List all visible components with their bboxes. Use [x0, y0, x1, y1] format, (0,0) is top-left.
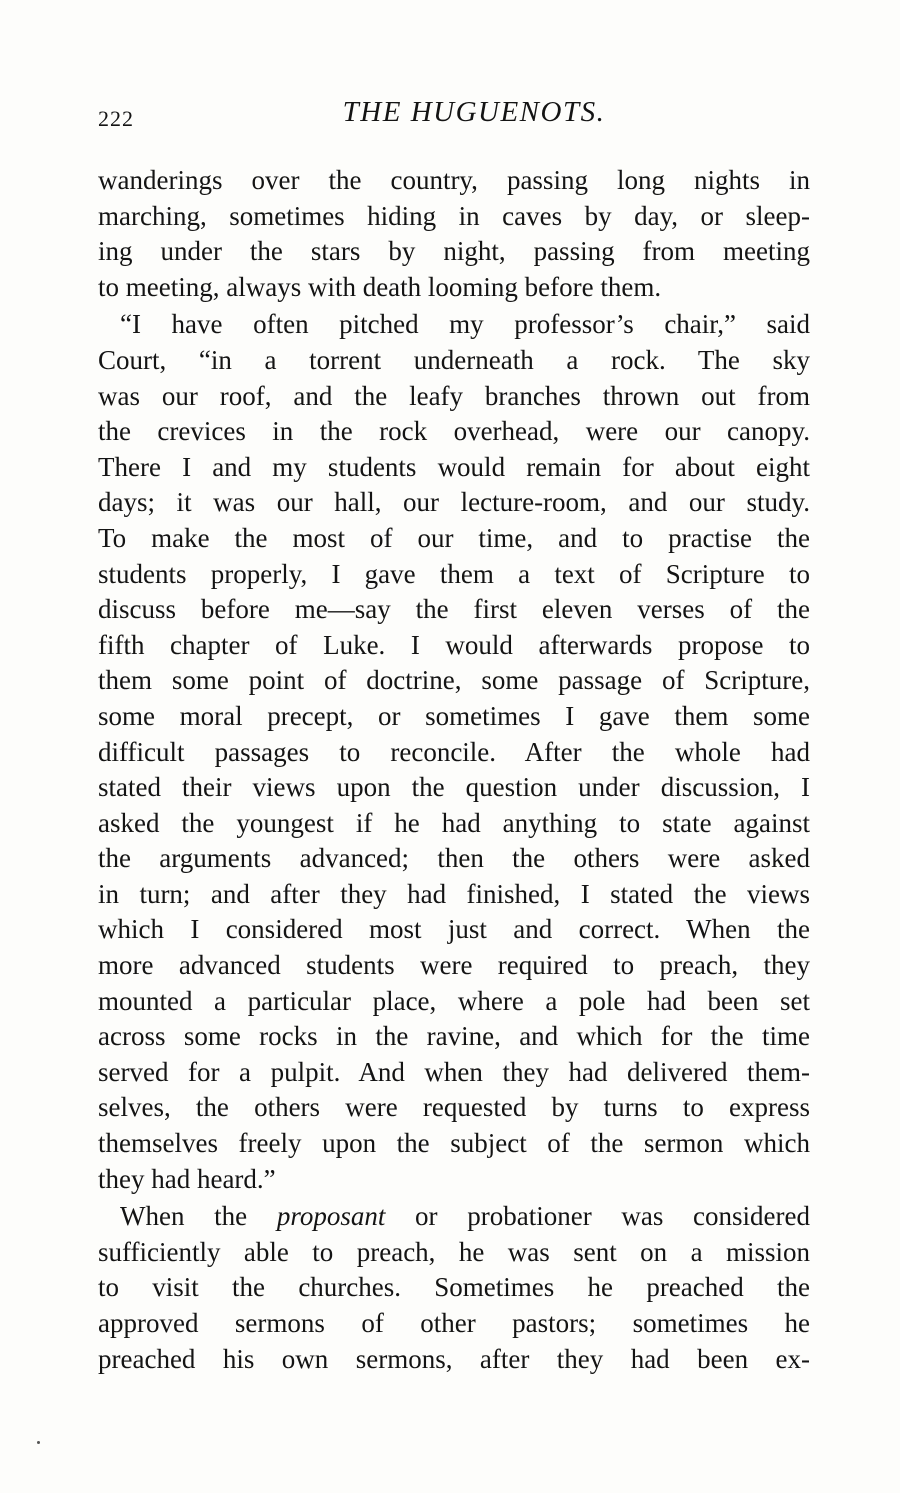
text-line: When the proposant or probationer was considered [120, 1201, 811, 1232]
text-line: they had heard.” [98, 1163, 276, 1194]
text-line: stated their views upon the question under discussion, I [98, 772, 810, 803]
page-number: 222 [98, 106, 134, 131]
text-line: marching, sometimes hiding in caves by day, or sleep- [98, 200, 810, 231]
text-line: which I considered most just and correct. When the [98, 914, 810, 945]
text-line: There I and my students would remain for about eight [98, 451, 810, 482]
text-line: Court, “in a torrent underneath a rock. The sky [98, 344, 810, 375]
text-line: across some rocks in the ravine, and which for the time [98, 1021, 810, 1052]
page-header [98, 96, 810, 136]
text-line: To make the most of our time, and to practise the [98, 522, 810, 553]
text-line: them some point of doctrine, some passage of Scripture, [98, 665, 810, 696]
text-line: mounted a particular place, where a pole had been set [98, 985, 810, 1016]
text-line: approved sermons of other pastors; sometimes he [98, 1308, 810, 1338]
text-line: difficult passages to reconcile. After the whole had [98, 736, 810, 767]
text-line: students properly, I gave them a text of Scripture to [98, 558, 810, 589]
text-line: was our roof, and the leafy branches thrown out from [98, 380, 810, 411]
text-line: ing under the stars by night, passing from meeting [98, 236, 810, 267]
text-line: more advanced students were required to preach, they [98, 950, 810, 981]
text-line: the crevices in the rock overhead, were our canopy. [98, 416, 810, 447]
text-line: in turn; and after they had finished, I stated the views [98, 878, 810, 909]
text-line: asked the youngest if he had anything to state against [98, 807, 810, 838]
text-line: the arguments advanced; then the others were asked [98, 843, 810, 874]
text-line: wanderings over the country, passing long nights in [98, 165, 810, 195]
body-text [98, 163, 810, 1377]
text-line: to visit the churches. Sometimes he preached the [98, 1272, 810, 1303]
italic-term: proposant [276, 1201, 386, 1232]
text-line: some moral precept, or sometimes I gave them some [98, 700, 810, 731]
text-line: themselves freely upon the subject of the sermon which [98, 1128, 810, 1159]
running-title: THE HUGUENOTS. [342, 96, 606, 128]
text-line: discuss before me—say the first eleven verses of the [98, 594, 810, 625]
text-line: days; it was our hall, our lecture-room, and our study. [98, 487, 810, 518]
stray-ink-mark [37, 1441, 40, 1444]
text-line: preached his own sermons, after they had been ex- [98, 1343, 810, 1374]
text-line: “I have often pitched my professor’s chair,” said [120, 309, 810, 340]
text-line: selves, the others were requested by turns to express [98, 1092, 810, 1123]
text-line: to meeting, always with death looming before them. [98, 271, 662, 302]
text-line: served for a pulpit. And when they had delivered them- [98, 1056, 810, 1087]
text-line: sufficiently able to preach, he was sent on a mission [98, 1236, 810, 1267]
text-line: fifth chapter of Luke. I would afterwards propose to [98, 629, 810, 660]
